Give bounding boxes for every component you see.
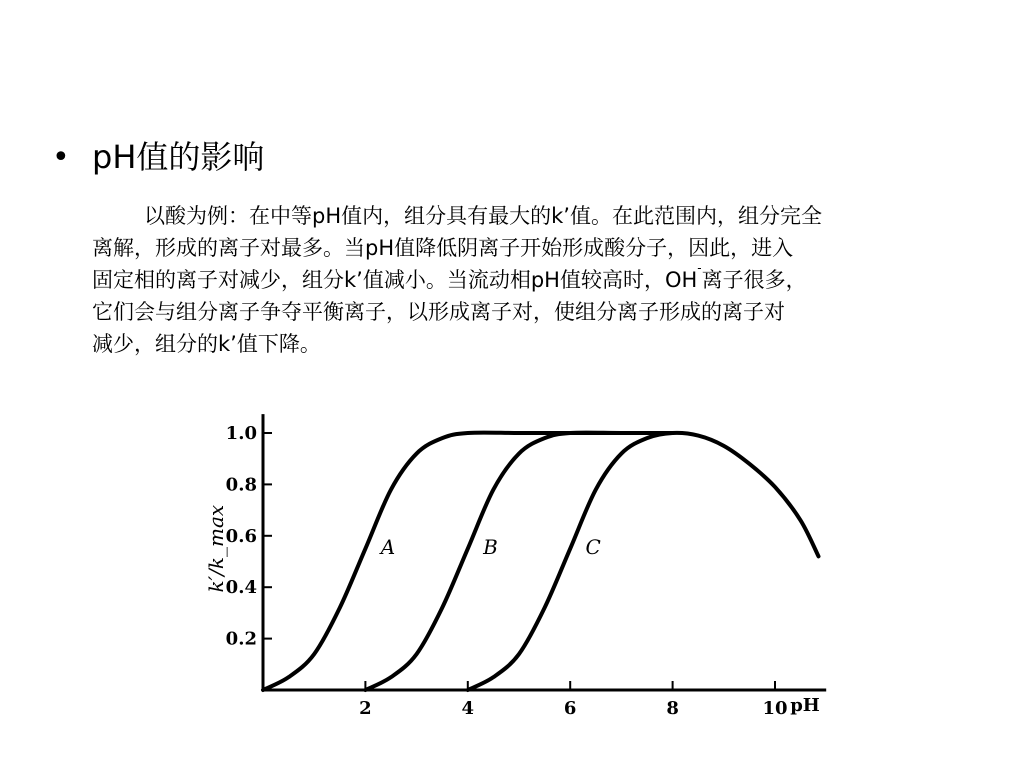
hydroxide-charge: - [697, 261, 702, 275]
paragraph-line-2: 离解，形成的离子对最多。当pH值降低阴离子开始形成酸分子，因此，进入 [92, 236, 794, 260]
y-tick-label: 0.2 [225, 628, 257, 650]
y-tick-label: 0.4 [225, 577, 257, 599]
slide-heading: pH值的影响 [92, 138, 265, 176]
paragraph-line-4: 它们会与组分离子争夺平衡离子，以形成离子对，使组分离子形成的离子对 [92, 300, 785, 324]
x-tick-label: 6 [563, 698, 577, 719]
y-axis-title: k′/k_max [204, 504, 228, 593]
paragraph-line-1: 以酸为例：在中等pH值内，组分具有最大的k’值。在此范围内，组分完全 [144, 204, 822, 228]
x-tick-label: 10 [762, 698, 788, 719]
paragraph-line-5: 减少，组分的k’值下降。 [92, 332, 321, 356]
paragraph-line-3a: 固定相的离子对减少，组分k’值减小。当流动相pH值较高时，OH [92, 268, 698, 292]
y-tick-label: 0.6 [225, 525, 257, 547]
curve-label-a: A [380, 535, 396, 560]
curve-c [468, 433, 819, 690]
x-tick-label: 8 [666, 698, 679, 719]
paragraph-line-3b: 离子很多， [701, 268, 807, 292]
x-tick-label: 2 [359, 698, 372, 719]
curve-label-b: B [483, 535, 498, 560]
x-axis-title: pH [790, 695, 820, 716]
curve-a [263, 433, 673, 690]
y-tick-label: 1.0 [225, 423, 257, 444]
x-tick-label: 4 [461, 698, 475, 719]
y-tick-label: 0.8 [225, 474, 257, 496]
curve-label-c: C [585, 535, 601, 560]
chart-curves [263, 433, 819, 690]
bullet-marker: • [52, 140, 70, 175]
